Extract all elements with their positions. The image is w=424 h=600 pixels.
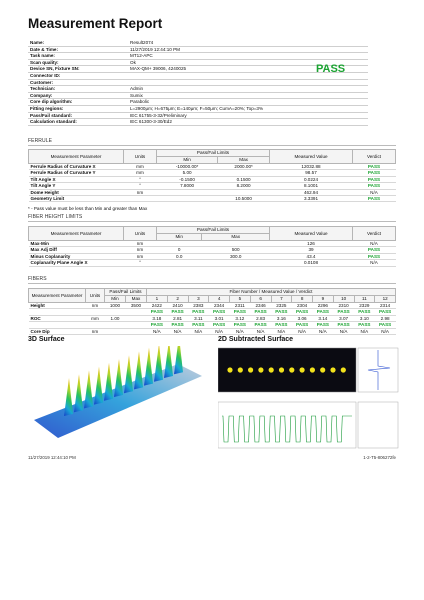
fiber-verdict: PASS xyxy=(147,322,168,328)
verdict-badge: N/A xyxy=(353,260,396,266)
fiber-value: 2383 xyxy=(188,303,209,309)
col-limits: Pass/Fail Limits xyxy=(157,150,270,157)
fiber-number: 11 xyxy=(354,296,375,303)
col-param: Measurement Parameter xyxy=(29,227,124,241)
fiber-verdict: PASS xyxy=(209,309,230,315)
col-units: Units xyxy=(124,227,157,241)
fiber-value: 3.18 xyxy=(147,315,168,321)
param-units: mm xyxy=(124,170,157,176)
col-min: Min xyxy=(105,296,126,303)
fiber-verdict: PASS xyxy=(313,309,334,315)
info-row xyxy=(28,79,368,86)
fiber-dot xyxy=(310,367,315,372)
fiber-value: 2296 xyxy=(313,303,334,309)
fiber-dot xyxy=(300,367,305,372)
limit-max: 500 xyxy=(202,247,270,253)
fiber-value: 3.07 xyxy=(333,315,354,321)
table-row xyxy=(29,328,396,334)
limit-max xyxy=(202,260,270,266)
limit-min: -10000.00* xyxy=(157,164,218,170)
fiber-spike xyxy=(84,370,93,408)
info-value: Admin xyxy=(128,86,368,93)
fiber-value: N/A xyxy=(271,328,292,334)
fiber-spike xyxy=(64,378,73,416)
fiber-value: 2.83 xyxy=(250,315,271,321)
col-limits: Pass/Fail Limits xyxy=(105,289,147,296)
param-units: ° xyxy=(124,176,157,182)
overall-verdict: PASS xyxy=(316,63,346,75)
fiber-number: 8 xyxy=(292,296,313,303)
fiber-spike xyxy=(164,346,173,378)
verdict-badge: PASS xyxy=(353,170,396,176)
fiber-number: 2 xyxy=(167,296,188,303)
col-max: Max xyxy=(202,234,270,241)
limit-max xyxy=(126,328,147,334)
fiber-number: 3 xyxy=(188,296,209,303)
fiber-value: N/A xyxy=(313,328,334,334)
fiber-verdict: PASS xyxy=(375,322,396,328)
measured-value: 98.57 xyxy=(270,170,353,176)
col-verdict: Verdict xyxy=(353,150,396,164)
col-measured: Measured Value xyxy=(270,227,353,241)
param-name: Max Adj Diff xyxy=(29,247,124,253)
fiber-value: 2.98 xyxy=(375,315,396,321)
limit-min: 0.0 xyxy=(157,253,202,259)
fiber-dot xyxy=(248,367,253,372)
fiber-value: 2344 xyxy=(209,303,230,309)
fiber-value: 2410 xyxy=(167,303,188,309)
limit-min: 0 xyxy=(157,247,202,253)
param-name: Tilt Angle Y xyxy=(29,183,124,189)
info-label: Task name: xyxy=(28,53,128,60)
info-row xyxy=(28,105,368,112)
verdict-badge: N/A xyxy=(353,241,396,247)
fiber-spike xyxy=(114,359,123,397)
param-name: Ferrule Radius of Curvature Y xyxy=(29,170,124,176)
fiber-value: 2311 xyxy=(230,303,251,309)
info-value xyxy=(128,79,368,86)
fiber-value: 2310 xyxy=(333,303,354,309)
ferrule-section-title: FERRULE xyxy=(28,138,53,144)
param-name: Max-Min xyxy=(29,241,124,247)
info-label: Calculation standard: xyxy=(28,119,128,126)
info-label: Core dip algorithm: xyxy=(28,99,128,106)
fiber-spike xyxy=(74,374,83,412)
limit-max: 3500 xyxy=(126,303,147,309)
fiber-verdict: PASS xyxy=(292,309,313,315)
param-name: Coplanarity Plane Angle X xyxy=(29,260,124,266)
measured-value: 0.0224 xyxy=(270,176,353,182)
fiber-spike xyxy=(94,367,103,405)
param-units: ° xyxy=(124,260,157,266)
param-units: nm xyxy=(124,247,157,253)
limit-min: 7.8000 xyxy=(157,183,218,189)
fiber-number: 4 xyxy=(209,296,230,303)
info-label: Technician: xyxy=(28,86,128,93)
fiber-value: N/A xyxy=(188,328,209,334)
col-param: Measurement Parameter xyxy=(29,150,124,164)
fiber-value: 2422 xyxy=(147,303,168,309)
fiber-value: N/A xyxy=(354,328,375,334)
limit-max: 0.1500 xyxy=(218,176,270,182)
col-fiber-numbers: Fiber Number / Measured Value / Verdict xyxy=(147,289,396,296)
info-label: Name: xyxy=(28,40,128,46)
verdict-badge: PASS xyxy=(353,176,396,182)
limit-max: 300.0 xyxy=(202,253,270,259)
limit-min xyxy=(157,260,202,266)
info-value: 11/27/2019 12:44:10 PM xyxy=(128,46,368,53)
param-name: Tilt Angle X xyxy=(29,176,124,182)
verdict-badge: N/A xyxy=(353,189,396,195)
fiber-value: 2346 xyxy=(250,303,271,309)
fiber-dot xyxy=(269,367,274,372)
info-label: Company: xyxy=(28,92,128,99)
limit-min: 1000 xyxy=(105,303,126,309)
limit-min: 1.00 xyxy=(105,315,126,321)
info-row xyxy=(28,112,368,119)
fiber-number: 1 xyxy=(147,296,168,303)
info-value: MT12-APC xyxy=(128,53,368,60)
section-divider xyxy=(28,221,396,222)
fiber-verdict: PASS xyxy=(147,309,168,315)
fiber-dot xyxy=(341,367,346,372)
limit-min: -0.1500 xyxy=(157,176,218,182)
section-divider xyxy=(28,283,396,284)
fiber-dot xyxy=(289,367,294,372)
fiber-verdict: PASS xyxy=(354,309,375,315)
fiber-dot xyxy=(227,367,232,372)
info-value: L=2900μm; H=675μm; E=140μm; F=50μm; CumA=20%; Top=3% xyxy=(128,105,368,112)
col-verdict: Verdict xyxy=(353,227,396,241)
fiber-verdict: PASS xyxy=(209,322,230,328)
fiber-height-section-title: FIBER HEIGHT LIMITS xyxy=(28,214,83,220)
fiber-verdict: PASS xyxy=(271,322,292,328)
fiber-dot xyxy=(330,367,335,372)
col-min: Min xyxy=(157,157,218,164)
surface-3d-title: 3D Surface xyxy=(28,336,65,343)
fiber-dot xyxy=(258,367,263,372)
verdict-badge: PASS xyxy=(353,196,396,202)
fiber-value: 2329 xyxy=(354,303,375,309)
fiber-verdict: PASS xyxy=(250,309,271,315)
info-label: Device SN, Fixture SN: xyxy=(28,66,128,73)
col-min: Min xyxy=(157,234,202,241)
measured-value: 0.0108 xyxy=(270,260,353,266)
col-param: Measurement Parameter xyxy=(29,289,86,303)
footer-id: 1-2-T5-806272fe xyxy=(363,455,396,460)
fiber-verdict: PASS xyxy=(354,322,375,328)
fiber-value: 2304 xyxy=(292,303,313,309)
param-name: Core Dip xyxy=(29,328,86,334)
fiber-value: 3.01 xyxy=(209,315,230,321)
fiber-verdict: PASS xyxy=(333,309,354,315)
info-value: Ok xyxy=(128,59,368,66)
fiber-height-table xyxy=(28,226,396,267)
info-value: Parabolic xyxy=(128,99,368,106)
fiber-dot xyxy=(279,367,284,372)
fiber-value: N/A xyxy=(209,328,230,334)
param-name: Dome Height xyxy=(29,189,124,195)
param-name: Height xyxy=(29,303,86,309)
info-label: Connector ID: xyxy=(28,72,128,79)
limit-min xyxy=(157,196,218,202)
fibers-table xyxy=(28,288,396,335)
col-max: Max xyxy=(126,296,147,303)
param-units xyxy=(124,196,157,202)
table-row xyxy=(29,196,396,202)
fiber-value: 2314 xyxy=(375,303,396,309)
fiber-number: 5 xyxy=(230,296,251,303)
limit-max: 10.5000 xyxy=(218,196,270,202)
fiber-verdict: PASS xyxy=(375,309,396,315)
col-max: Max xyxy=(218,157,270,164)
param-units: nm xyxy=(86,328,105,334)
limit-min: 5.00 xyxy=(157,170,218,176)
fiber-verdict: PASS xyxy=(292,322,313,328)
fiber-number: 10 xyxy=(333,296,354,303)
fiber-value: 2.81 xyxy=(167,315,188,321)
fiber-value: N/A xyxy=(333,328,354,334)
param-units: ° xyxy=(124,183,157,189)
param-units: mm xyxy=(86,315,105,321)
param-units: nm xyxy=(124,241,157,247)
fiber-spike xyxy=(124,355,133,393)
fiber-value: N/A xyxy=(147,328,168,334)
subtracted-surface-figure xyxy=(218,346,400,450)
fiber-spike xyxy=(154,346,163,382)
ferrule-note: * - Pass value must be less than Min and greater than Max xyxy=(28,206,148,211)
verdict-badge: PASS xyxy=(353,164,396,170)
info-label: Fitting regions: xyxy=(28,105,128,112)
col-units: Units xyxy=(124,150,157,164)
param-name: ROC xyxy=(29,315,86,321)
info-row xyxy=(28,86,368,93)
col-limits: Pass/Fail Limits xyxy=(157,227,270,234)
info-row xyxy=(28,46,368,53)
fiber-verdict: PASS xyxy=(188,322,209,328)
fibers-section-title: FIBERS xyxy=(28,276,47,282)
measured-value: 43.4 xyxy=(270,253,353,259)
limit-min xyxy=(105,328,126,334)
col-measured: Measured Value xyxy=(270,150,353,164)
fiber-verdict: PASS xyxy=(167,322,188,328)
section-divider xyxy=(28,145,396,146)
footer-date: 11/27/2019 12:44:10 PM xyxy=(28,455,76,460)
table-row xyxy=(29,260,396,266)
limit-max: 8.2000 xyxy=(218,183,270,189)
info-value: IEC 61755-3-32/Preliminary xyxy=(128,112,368,119)
fiber-verdict: PASS xyxy=(250,322,271,328)
ferrule-table xyxy=(28,149,396,202)
fiber-number: 12 xyxy=(375,296,396,303)
aux-plot xyxy=(358,402,398,448)
subtracted-surface-title: 2D Subtracted Surface xyxy=(218,336,294,343)
info-table xyxy=(28,40,368,126)
fiber-value: 2325 xyxy=(271,303,292,309)
measured-value: 3.3391 xyxy=(270,196,353,202)
surface-3d-image xyxy=(28,346,206,446)
limit-max: 2000.00* xyxy=(218,164,270,170)
measured-value: 12032.88 xyxy=(270,164,353,170)
param-units: nm xyxy=(124,253,157,259)
fiber-dot xyxy=(320,367,325,372)
verdict-badge: PASS xyxy=(353,253,396,259)
info-value: MAX-QM+ 39006, 4240025 xyxy=(128,66,368,73)
fiber-number: 6 xyxy=(250,296,271,303)
verdict-badge: PASS xyxy=(353,183,396,189)
fiber-spike xyxy=(104,363,113,401)
param-name: Minus Coplanarity xyxy=(29,253,124,259)
measured-value: 126 xyxy=(270,241,353,247)
fiber-value: N/A xyxy=(230,328,251,334)
info-row xyxy=(28,53,368,60)
info-value: Sumix xyxy=(128,92,368,99)
fiber-number: 9 xyxy=(313,296,334,303)
fiber-value: 3.16 xyxy=(271,315,292,321)
info-label: Date & Time: xyxy=(28,46,128,53)
info-label: Customer: xyxy=(28,79,128,86)
info-label: Scan quality: xyxy=(28,59,128,66)
fiber-verdict: PASS xyxy=(230,322,251,328)
info-value: Result2074 xyxy=(128,40,368,46)
param-units: mm xyxy=(124,164,157,170)
fiber-value: 3.10 xyxy=(354,315,375,321)
info-value: IEC 61300-3-30/Ed2 xyxy=(128,119,368,126)
fiber-spike xyxy=(134,351,143,389)
fiber-value: N/A xyxy=(292,328,313,334)
measured-value: 8.1001 xyxy=(270,183,353,189)
param-name: Geometry Limit xyxy=(29,196,124,202)
info-row xyxy=(28,119,368,126)
param-name: Ferrule Radius of Curvature X xyxy=(29,164,124,170)
fiber-value: 3.11 xyxy=(188,315,209,321)
fiber-number: 7 xyxy=(271,296,292,303)
fiber-value: 3.12 xyxy=(230,315,251,321)
info-row xyxy=(28,92,368,99)
fiber-verdict: PASS xyxy=(167,309,188,315)
param-units: nm xyxy=(86,303,105,309)
info-label: Pass/Fail standard: xyxy=(28,112,128,119)
fiber-value: N/A xyxy=(167,328,188,334)
fiber-verdict: PASS xyxy=(313,322,334,328)
verdict-badge: PASS xyxy=(353,247,396,253)
fiber-spike xyxy=(144,348,153,386)
fiber-dot xyxy=(238,367,243,372)
report-title: Measurement Report xyxy=(28,16,163,31)
fiber-verdict: PASS xyxy=(188,309,209,315)
fiber-spike xyxy=(174,346,183,374)
measured-value: 39 xyxy=(270,247,353,253)
fiber-verdict: PASS xyxy=(333,322,354,328)
fiber-verdict: PASS xyxy=(230,309,251,315)
fiber-value: 3.06 xyxy=(292,315,313,321)
fiber-value: 3.14 xyxy=(313,315,334,321)
fiber-verdict: PASS xyxy=(271,309,292,315)
fiber-value: N/A xyxy=(250,328,271,334)
param-units: nm xyxy=(124,189,157,195)
fiber-value: N/A xyxy=(375,328,396,334)
measured-value: 462.94 xyxy=(270,189,353,195)
col-units: Units xyxy=(86,289,105,303)
info-row xyxy=(28,99,368,106)
